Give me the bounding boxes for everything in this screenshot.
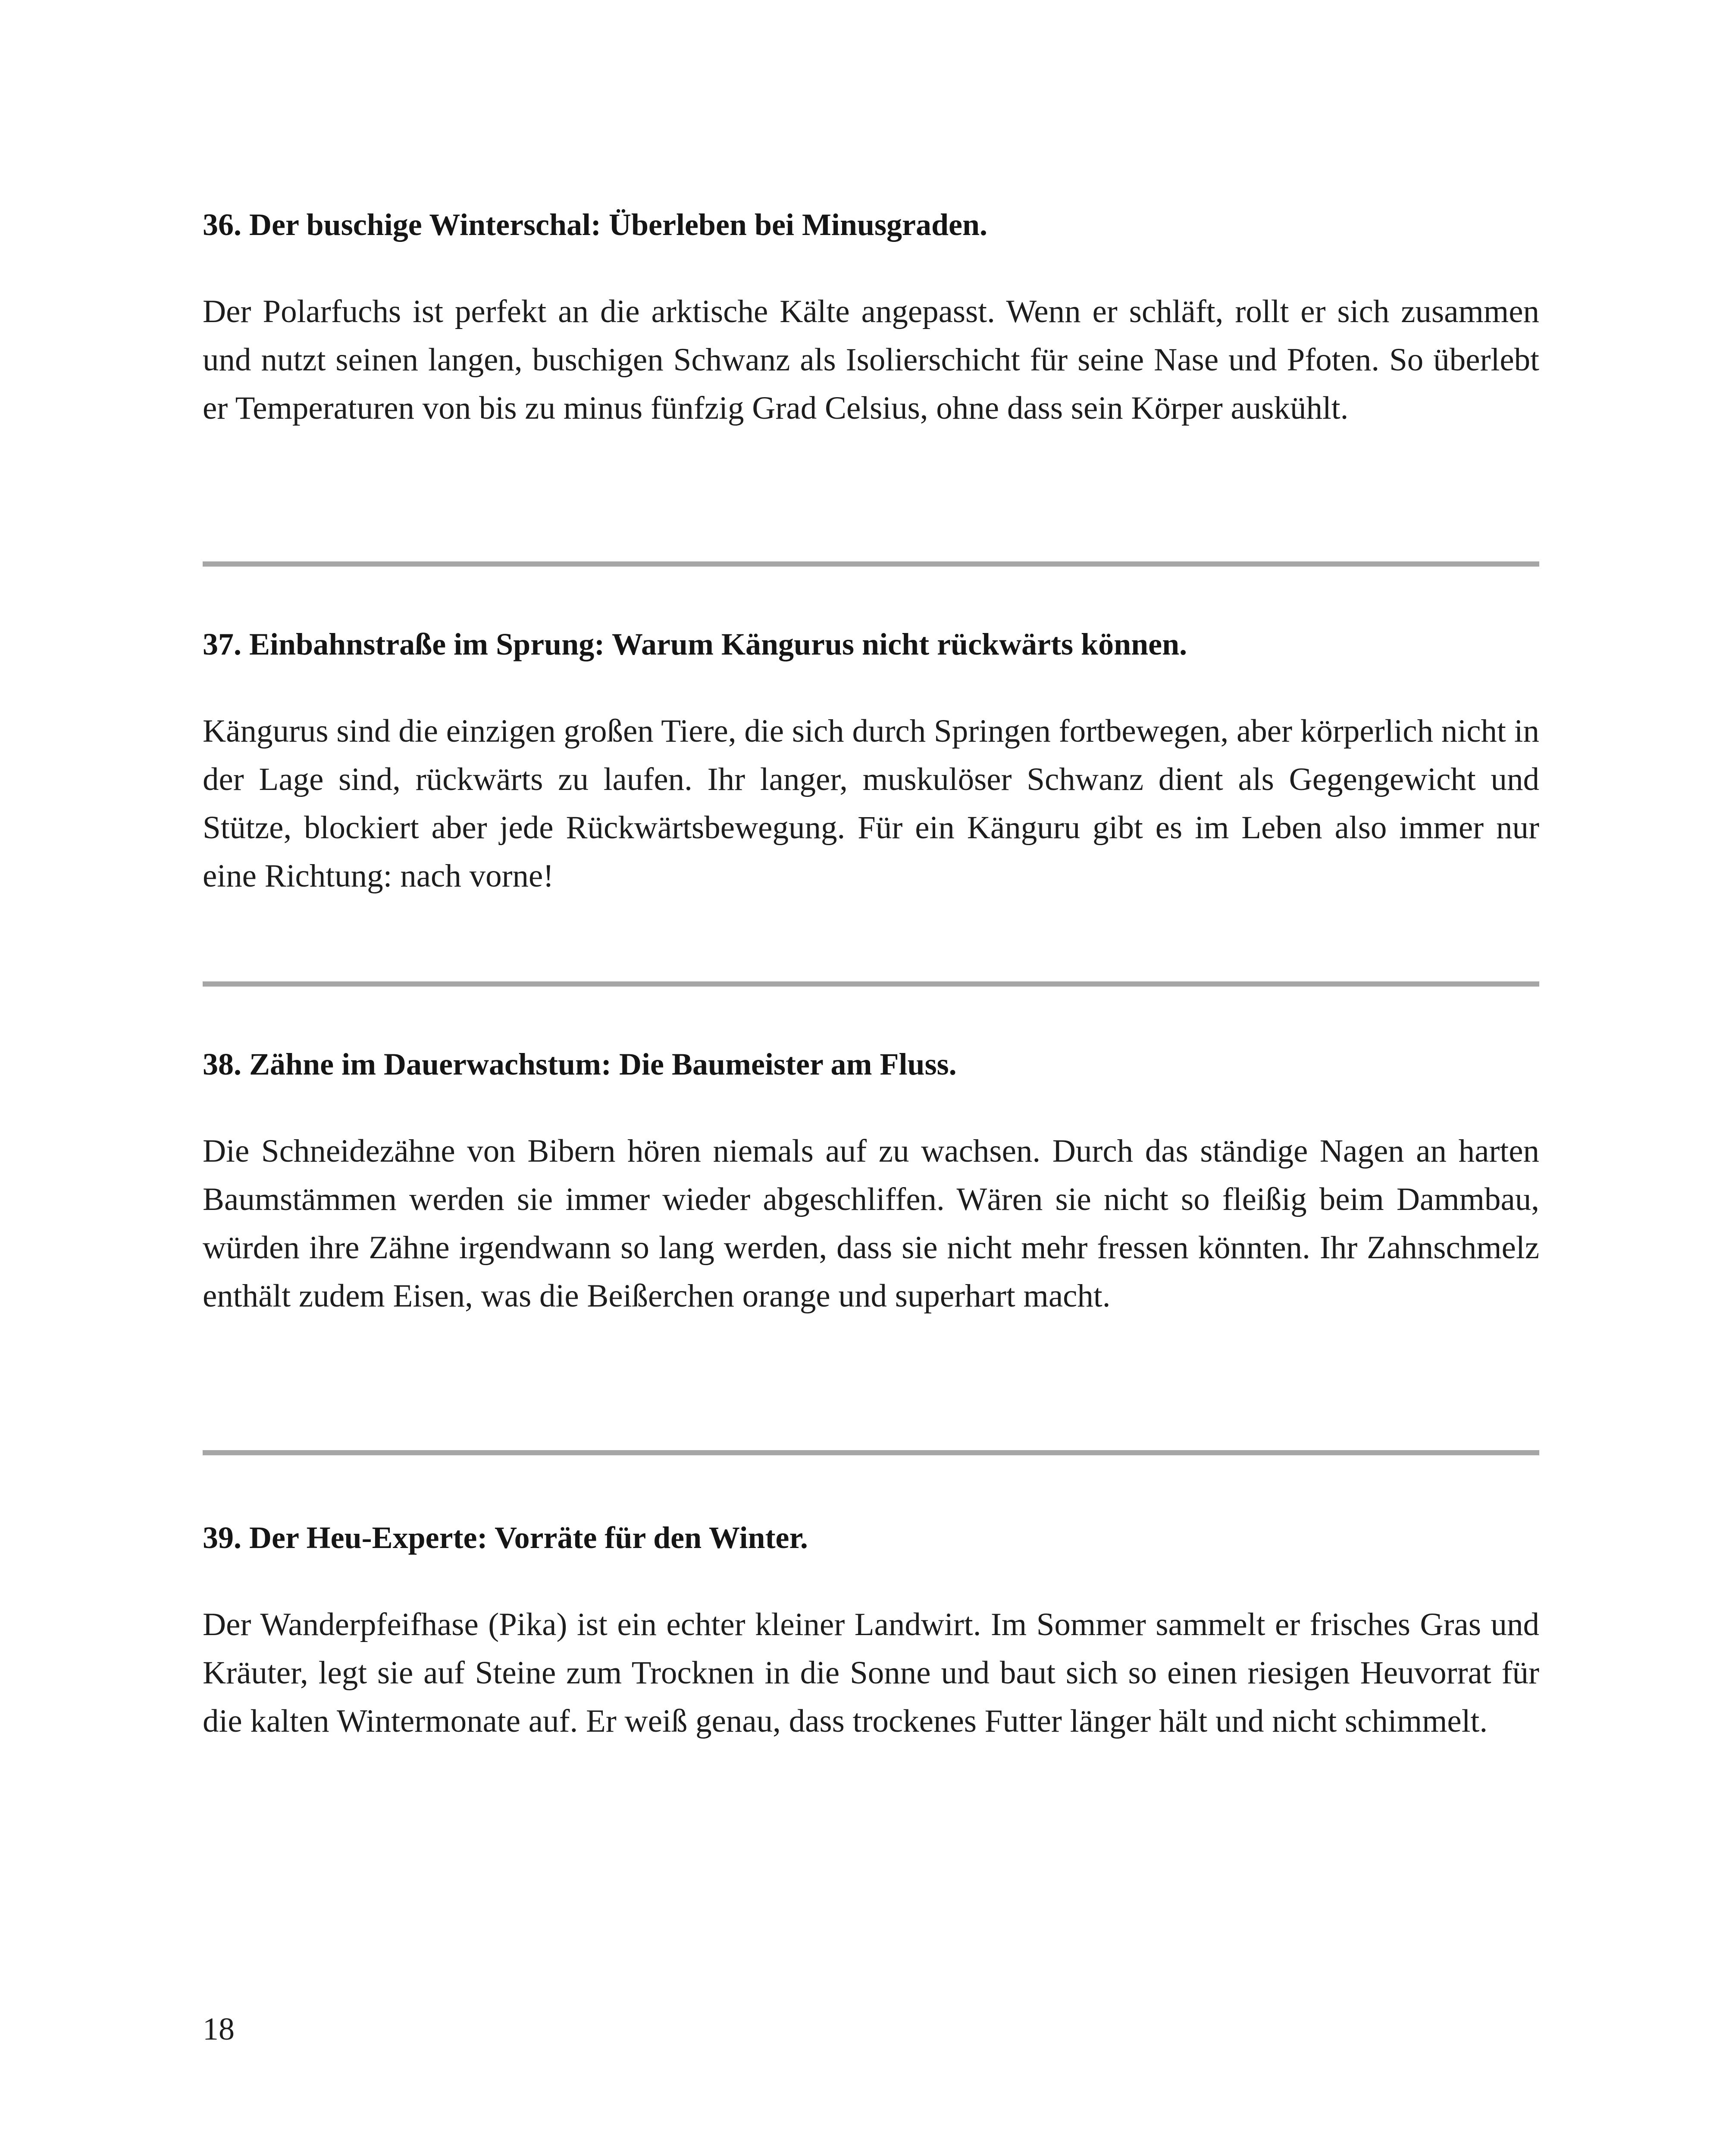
page-number: 18 [203,2012,235,2047]
section-heading: 38. Zähne im Dauerwachstum: Die Baumeister am Fluss. [203,1047,957,1081]
section-divider [203,981,1539,987]
section-divider [203,561,1539,567]
section-37 [203,624,1539,900]
section-heading: 39. Der Heu-Experte: Vorräte für den Winter. [203,1520,808,1555]
section-39 [203,1518,1539,1745]
section-38 [203,1044,1539,1320]
section-36 [203,205,1539,432]
section-body: Der Polarfuchs ist perfekt an die arktische Kälte angepasst. Wenn er schläft, rollt er sich zusammen und nutzt seinen langen, buschigen Schwanz als Isolierschicht für seine Nase und Pfoten. So überlebt er Temperaturen von bis zu minus fünfzig Grad Celsius, ohne dass sein Körper auskühlt. [203,294,1539,426]
section-heading: 37. Einbahnstraße im Sprung: Warum Kängurus nicht rückwärts können. [203,627,1187,661]
section-heading: 36. Der buschige Winterschal: Überleben bei Minusgraden. [203,207,988,242]
section-divider [203,1450,1539,1455]
section-body: Die Schneidezähne von Bibern hören niemals auf zu wachsen. Durch das ständige Nagen an harten Baumstämmen werden sie immer wieder abgeschliffen. Wären sie nicht so fleißig beim Dammbau, würden ihre Zähne irgendwann so lang werden, dass sie nicht mehr fressen könnten. Ihr Zahnschmelz enthält zudem Eisen, was die Beißerchen orange und superhart macht. [203,1133,1539,1314]
section-body: Der Wanderpfeifhase (Pika) ist ein echter kleiner Landwirt. Im Sommer sammelt er frisches Gras und Kräuter, legt sie auf Steine zum Trocknen in die Sonne und baut sich so einen riesigen Heuvorrat für die kalten Wintermonate auf. Er weiß genau, dass trockenes Futter länger hält und nicht schimmelt. [203,1607,1539,1739]
section-body: Kängurus sind die einzigen großen Tiere, die sich durch Springen fortbewegen, aber körperlich nicht in der Lage sind, rückwärts zu laufen. Ihr langer, muskulöser Schwanz dient als Gegengewicht und Stütze, blockiert aber jede Rückwärtsbewegung. Für ein Känguru gibt es im Leben also immer nur eine Richtung: nach vorne! [203,713,1539,894]
